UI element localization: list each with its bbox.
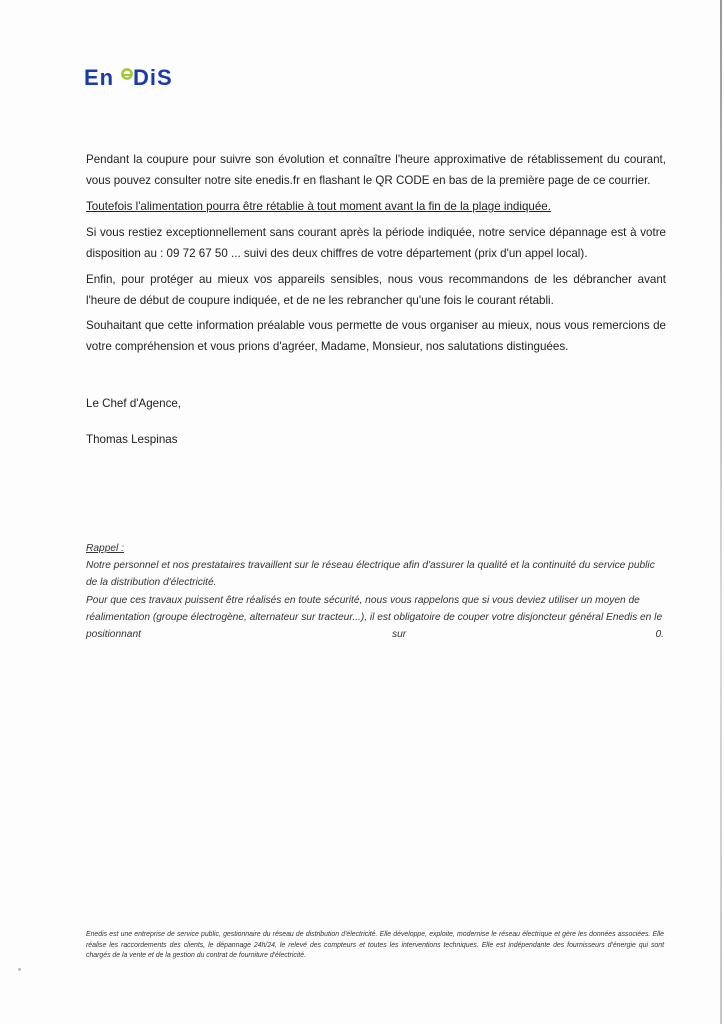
svg-text:En: En — [84, 65, 115, 90]
paragraph-qr-code: Pendant la coupure pour suivre son évolution et connaître l'heure approximative de rétablissement du courant, vous pouvez consulter notre site enedis.fr en flashant le QR CODE en bas de la première page de ce courrier. — [86, 153, 666, 187]
letter-paragraph-qr — [86, 149, 666, 191]
paragraph-breakdown-service: Si vous restiez exceptionnellement sans courant après la période indiquée, notre service dépannage est à votre disposition au : 09 72 67 50 ... suivi des deux chiffres de votre département (prix d'un appel local). — [86, 226, 666, 260]
scan-speck — [18, 968, 21, 971]
reminder-line-personnel: Notre personnel et nos prestataires travaillent sur le réseau électrique afin d'assurer la qualité et la continuité du service public de la distribution d'électricité. — [86, 560, 655, 589]
signature-role: Le Chef d'Agence, — [86, 397, 182, 410]
reminder-line-safety: Pour que ces travaux puissent être réalisés en toute sécurité, nous vous rappelons que si vous deviez utiliser un moyen de réalimentation (groupe électrogène, alternateur sur tracteur...), il est obligatoire de couper votre disjoncteur général Enedis en le — [86, 594, 663, 623]
reminder-last-line — [86, 626, 664, 643]
letter-paragraph-breakdown — [86, 222, 666, 264]
letter-paragraph-devices — [86, 269, 666, 311]
reminder-word-sur: sur — [392, 629, 407, 641]
reminder-word-zero: 0. — [655, 629, 664, 641]
letter-paragraph-closing — [86, 315, 666, 357]
paragraph-closing: Souhaitant que cette information préalable vous permette de vous organiser au mieux, nous vous remercions de votre compréhension et vous prions d'agréer, Madame, Monsieur, nos salutations distinguées. — [86, 319, 666, 353]
paragraph-restore-notice: Toutefois l'alimentation pourra être rétablie à tout moment avant la fin de la plage indiquée. — [86, 200, 551, 213]
signature-name: Thomas Lespinas — [86, 433, 178, 446]
letter-paragraph-notice — [86, 196, 666, 217]
reminder-title: Rappel : — [86, 543, 124, 554]
enedis-logo — [84, 62, 184, 92]
paragraph-devices: Enfin, pour protéger au mieux vos appareils sensibles, nous vous recommandons de les débrancher avant l'heure de début de coupure indiquée, et de ne les rebrancher qu'une fois le courant rétabli. — [86, 273, 666, 307]
scan-edge-shadow — [720, 0, 722, 1024]
svg-text:DiS: DiS — [133, 65, 173, 90]
legal-footer: Enedis est une entreprise de service public, gestionnaire du réseau de distribution d'électricité. Elle développe, exploite, modernise le réseau électrique et gère les données associées. Elle réalise les raccordements des clients, le dépannage 24h/24, le relevé des compteurs et toutes les interventions techniques. Elle est indépendante des fournisseurs d'énergie qui sont chargés de la vente et de la gestion du contrat de fourniture d'électricité. — [86, 931, 664, 960]
reminder-word-positionnant: positionnant — [86, 629, 141, 641]
reminder-block — [86, 540, 664, 643]
